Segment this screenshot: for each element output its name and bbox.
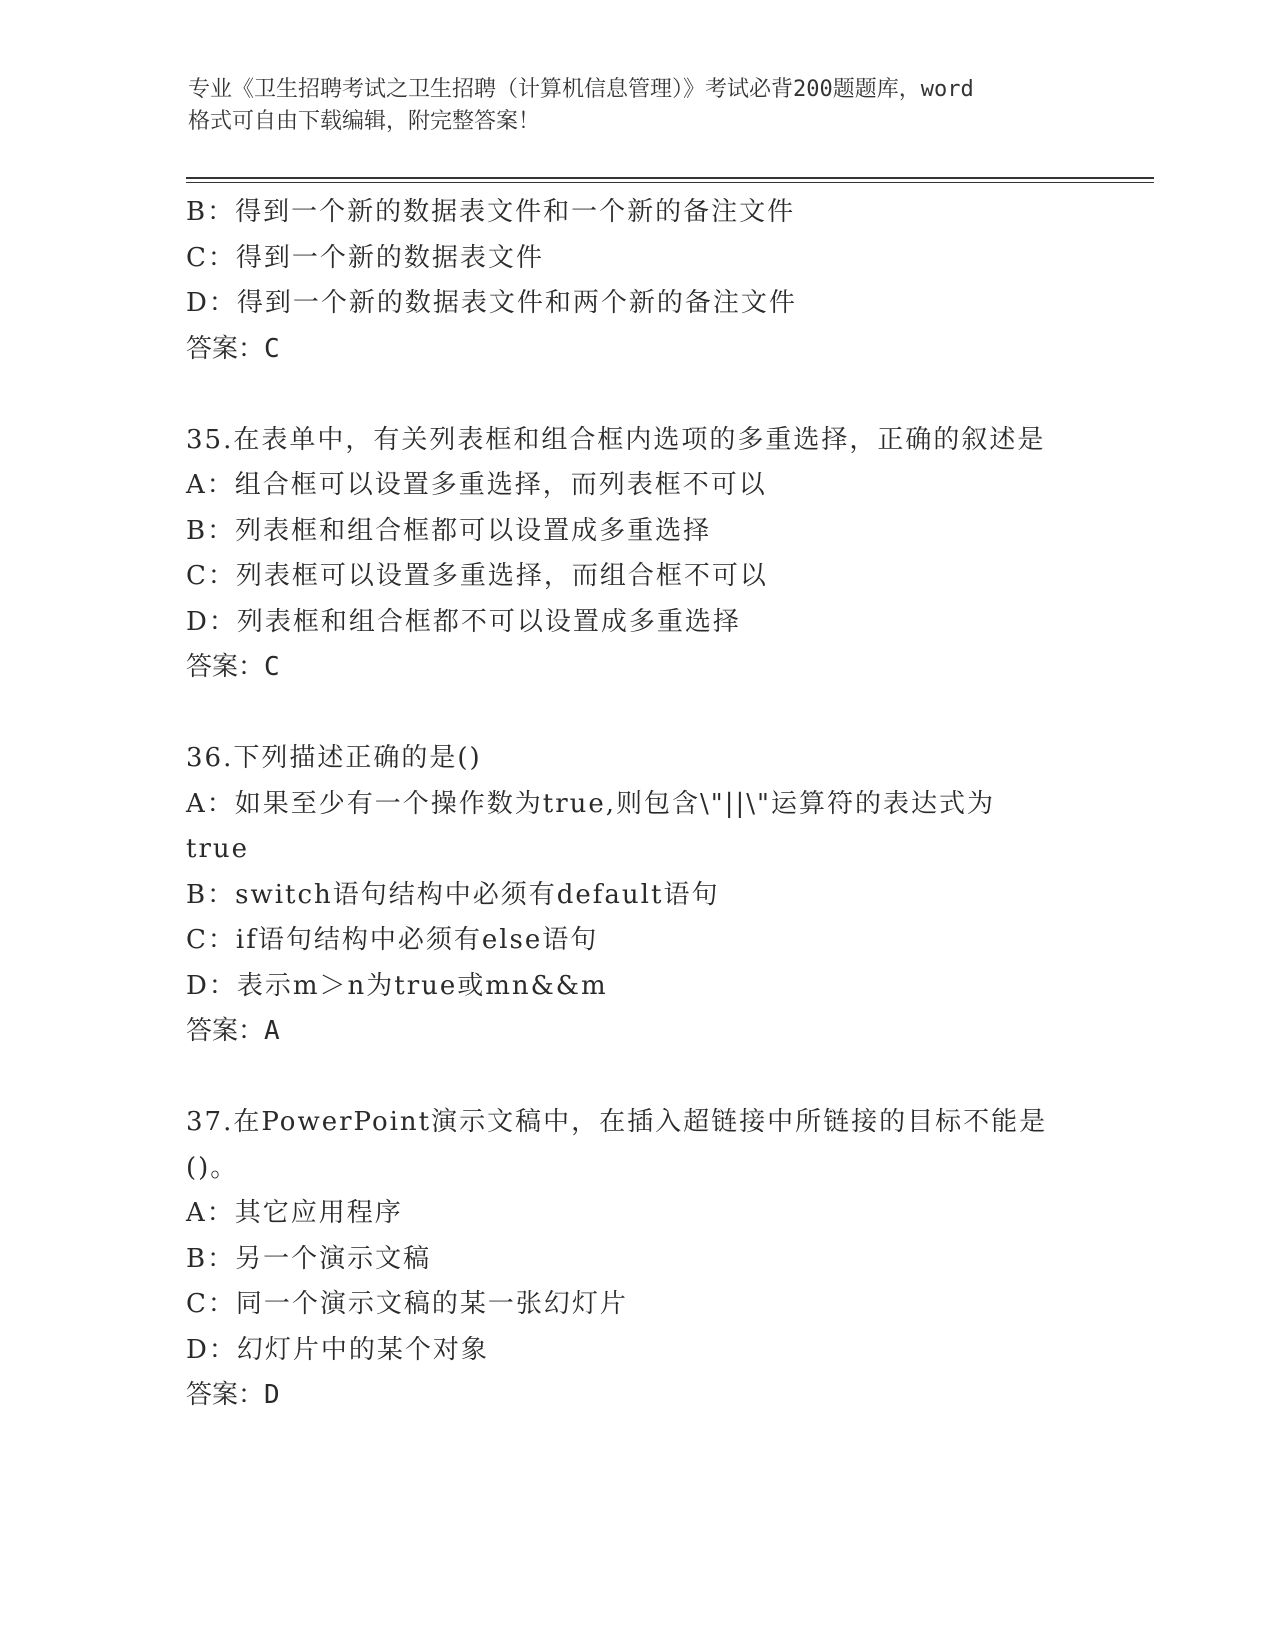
option-c: C：列表框可以设置多重选择，而组合框不可以 — [186, 561, 768, 591]
option-c: C：得到一个新的数据表文件 — [186, 242, 544, 273]
document-body — [186, 190, 1086, 1419]
option-a: A：组合框可以设置多重选择，而列表框不可以 — [186, 470, 767, 500]
answer-label: 答案： — [186, 1380, 265, 1410]
answer-value: C — [264, 333, 280, 364]
option-d: D：幻灯片中的某个对象 — [186, 1334, 489, 1365]
header-divider-thin — [186, 182, 1154, 183]
question-stem: 36.下列描述正确的是() — [186, 743, 482, 773]
question-stem: 35.在表单中，有关列表框和组合框内选项的多重选择，正确的叙述是 — [186, 424, 1046, 455]
option-b: B：得到一个新的数据表文件和一个新的备注文件 — [186, 197, 796, 227]
question-stem-continuation: ()。 — [186, 1152, 239, 1183]
answer-label: 答案： — [186, 652, 265, 682]
option-a-continuation: true — [186, 834, 250, 864]
option-c: C：if语句结构中必须有else语句 — [186, 925, 599, 955]
answer-line — [186, 1373, 1086, 1419]
option-b: B：switch语句结构中必须有default语句 — [186, 879, 720, 910]
option-b: B：列表框和组合框都可以设置成多重选择 — [186, 515, 712, 546]
header-title-line-1: 专业《卫生招聘考试之卫生招聘（计算机信息管理）》考试必背200题题库，word — [188, 77, 974, 102]
answer-value: A — [264, 1016, 280, 1046]
option-d: D：得到一个新的数据表文件和两个新的备注文件 — [186, 288, 797, 318]
answer-label: 答案： — [186, 1016, 265, 1046]
answer-label: 答案： — [186, 333, 265, 364]
header-divider — [186, 177, 1154, 179]
question-36 — [186, 736, 1086, 1055]
question-fragment — [186, 190, 1086, 372]
option-c: C：同一个演示文稿的某一张幻灯片 — [186, 1289, 628, 1319]
answer-line — [186, 327, 1086, 373]
page-header — [188, 74, 1108, 138]
option-a: A：如果至少有一个操作数为true,则包含\"||\"运算符的表达式为 — [186, 788, 996, 819]
option-a: A：其它应用程序 — [186, 1198, 403, 1228]
answer-line — [186, 1009, 1086, 1055]
question-37 — [186, 1100, 1086, 1419]
answer-value: C — [264, 652, 280, 682]
answer-line — [186, 645, 1086, 691]
option-d: D：列表框和组合框都不可以设置成多重选择 — [186, 606, 741, 637]
option-d: D：表示m＞n为true或mn&&m — [186, 970, 608, 1001]
answer-value: D — [264, 1380, 280, 1410]
option-b: B：另一个演示文稿 — [186, 1243, 432, 1274]
header-title-line-2: 格式可自由下载编辑，附完整答案！ — [188, 109, 541, 134]
question-35 — [186, 418, 1086, 691]
question-stem: 37.在PowerPoint演示文稿中，在插入超链接中所链接的目标不能是 — [186, 1107, 1048, 1137]
